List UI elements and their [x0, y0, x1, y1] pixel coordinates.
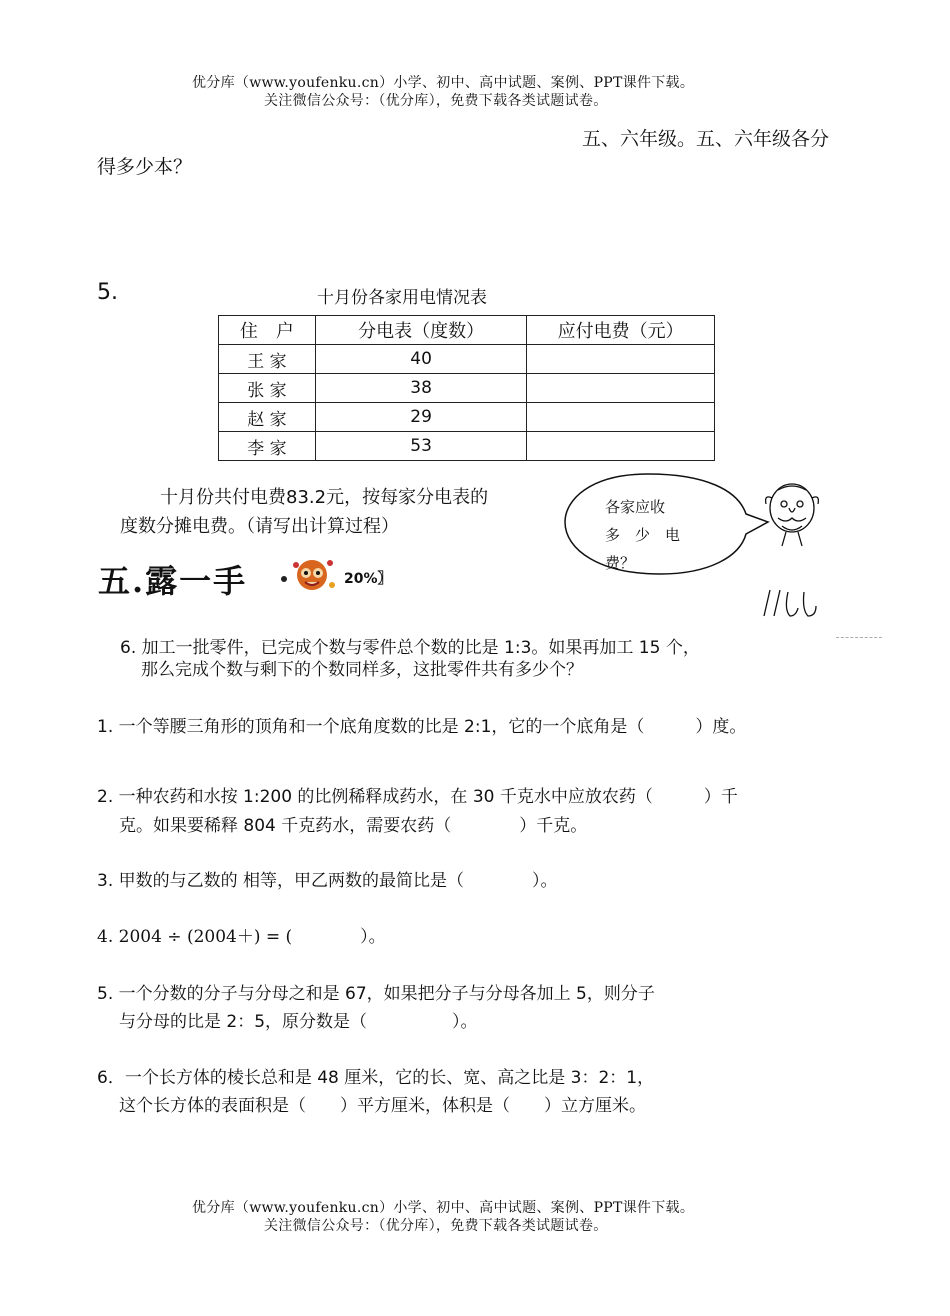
table-header-row	[219, 316, 715, 345]
electricity-table	[218, 315, 715, 461]
header-line-2: 关注微信公众号：（优分库），免费下载各类试题试卷。	[264, 93, 608, 109]
divider-line	[836, 637, 882, 638]
bubble-text-line-3: 费？	[605, 554, 636, 572]
bubble-text-line-1: 各家应收	[605, 498, 666, 516]
monkey-icon	[272, 555, 342, 593]
meter-reading: 29	[315, 403, 527, 432]
header-line-1: 优分库（www.youfenku.cn）小学、初中、高中试题、案例、PPT课件下载。	[192, 75, 695, 91]
problem-6-line-1: 6. 加工一批零件，已完成个数与零件总个数的比是 1:3。如果再加工 15 个，	[120, 638, 700, 658]
continued-text-line-2: 得多少本？	[97, 156, 193, 178]
problem-5-text-line-1: 十月份共付电费83.2元，按每家分电表的	[160, 487, 489, 508]
question-6-line-2: 这个长方体的表面积是（ ）平方厘米，体积是（ ）立方厘米。	[119, 1096, 646, 1116]
table-row	[219, 403, 715, 432]
column-header-household: 住 户	[219, 316, 316, 345]
meter-reading: 53	[315, 432, 527, 461]
problem-5-number: 5.	[97, 280, 118, 305]
problem-6-line-2: 那么完成个数与剩下的个数同样多，这批零件共有多少个？	[141, 660, 583, 680]
meter-reading: 40	[315, 345, 527, 374]
old-man-illustration	[760, 480, 830, 620]
table-row	[219, 374, 715, 403]
question-4: 4. 2004 ÷ (2004＋) = ( ）。	[97, 927, 386, 947]
table-title: 十月份各家用电情况表	[317, 288, 487, 308]
column-header-meter: 分电表（度数）	[315, 316, 527, 345]
footer-line-2: 关注微信公众号：（优分库），免费下载各类试题试卷。	[264, 1218, 608, 1234]
footer-line-1: 优分库（www.youfenku.cn）小学、初中、高中试题、案例、PPT课件下载。	[192, 1200, 695, 1216]
section-5-score: 20%〗	[344, 571, 392, 587]
question-5-line-1: 5. 一个分数的分子与分母之和是 67，如果把分子与分母各加上 5，则分子	[97, 984, 655, 1004]
table-row	[219, 432, 715, 461]
question-2-line-1: 2. 一种农药和水按 1:200 的比例稀释成药水，在 30 千克水中应放农药（ ）千	[97, 787, 738, 807]
question-5-line-2: 与分母的比是 2：5，原分数是（ ）。	[119, 1012, 478, 1032]
fee-cell[interactable]	[527, 374, 715, 403]
question-2-line-2: 克。如果要稀释 804 千克药水，需要农药（ ）千克。	[119, 816, 588, 836]
household-name: 李 家	[219, 432, 316, 461]
continued-text-line-1: 五、六年级。五、六年级各分	[582, 128, 830, 150]
meter-reading: 38	[315, 374, 527, 403]
question-3: 3. 甲数的与乙数的 相等，甲乙两数的最简比是（ ）。	[97, 871, 558, 891]
bubble-text-line-2: 多 少 电	[605, 526, 681, 544]
section-5-title: 五.露一手	[98, 562, 248, 600]
household-name: 张 家	[219, 374, 316, 403]
fee-cell[interactable]	[527, 432, 715, 461]
problem-5-text-line-2: 度数分摊电费。（请写出计算过程）	[120, 516, 399, 537]
table-row	[219, 345, 715, 374]
column-header-fee: 应付电费（元）	[527, 316, 715, 345]
household-name: 赵 家	[219, 403, 316, 432]
fee-cell[interactable]	[527, 345, 715, 374]
household-name: 王 家	[219, 345, 316, 374]
question-1: 1. 一个等腰三角形的顶角和一个底角度数的比是 2:1，它的一个底角是（ ）度。	[97, 717, 747, 737]
fee-cell[interactable]	[527, 403, 715, 432]
question-6-line-1: 6．一个长方体的棱长总和是 48 厘米，它的长、宽、高之比是 3：2：1，	[97, 1068, 655, 1088]
